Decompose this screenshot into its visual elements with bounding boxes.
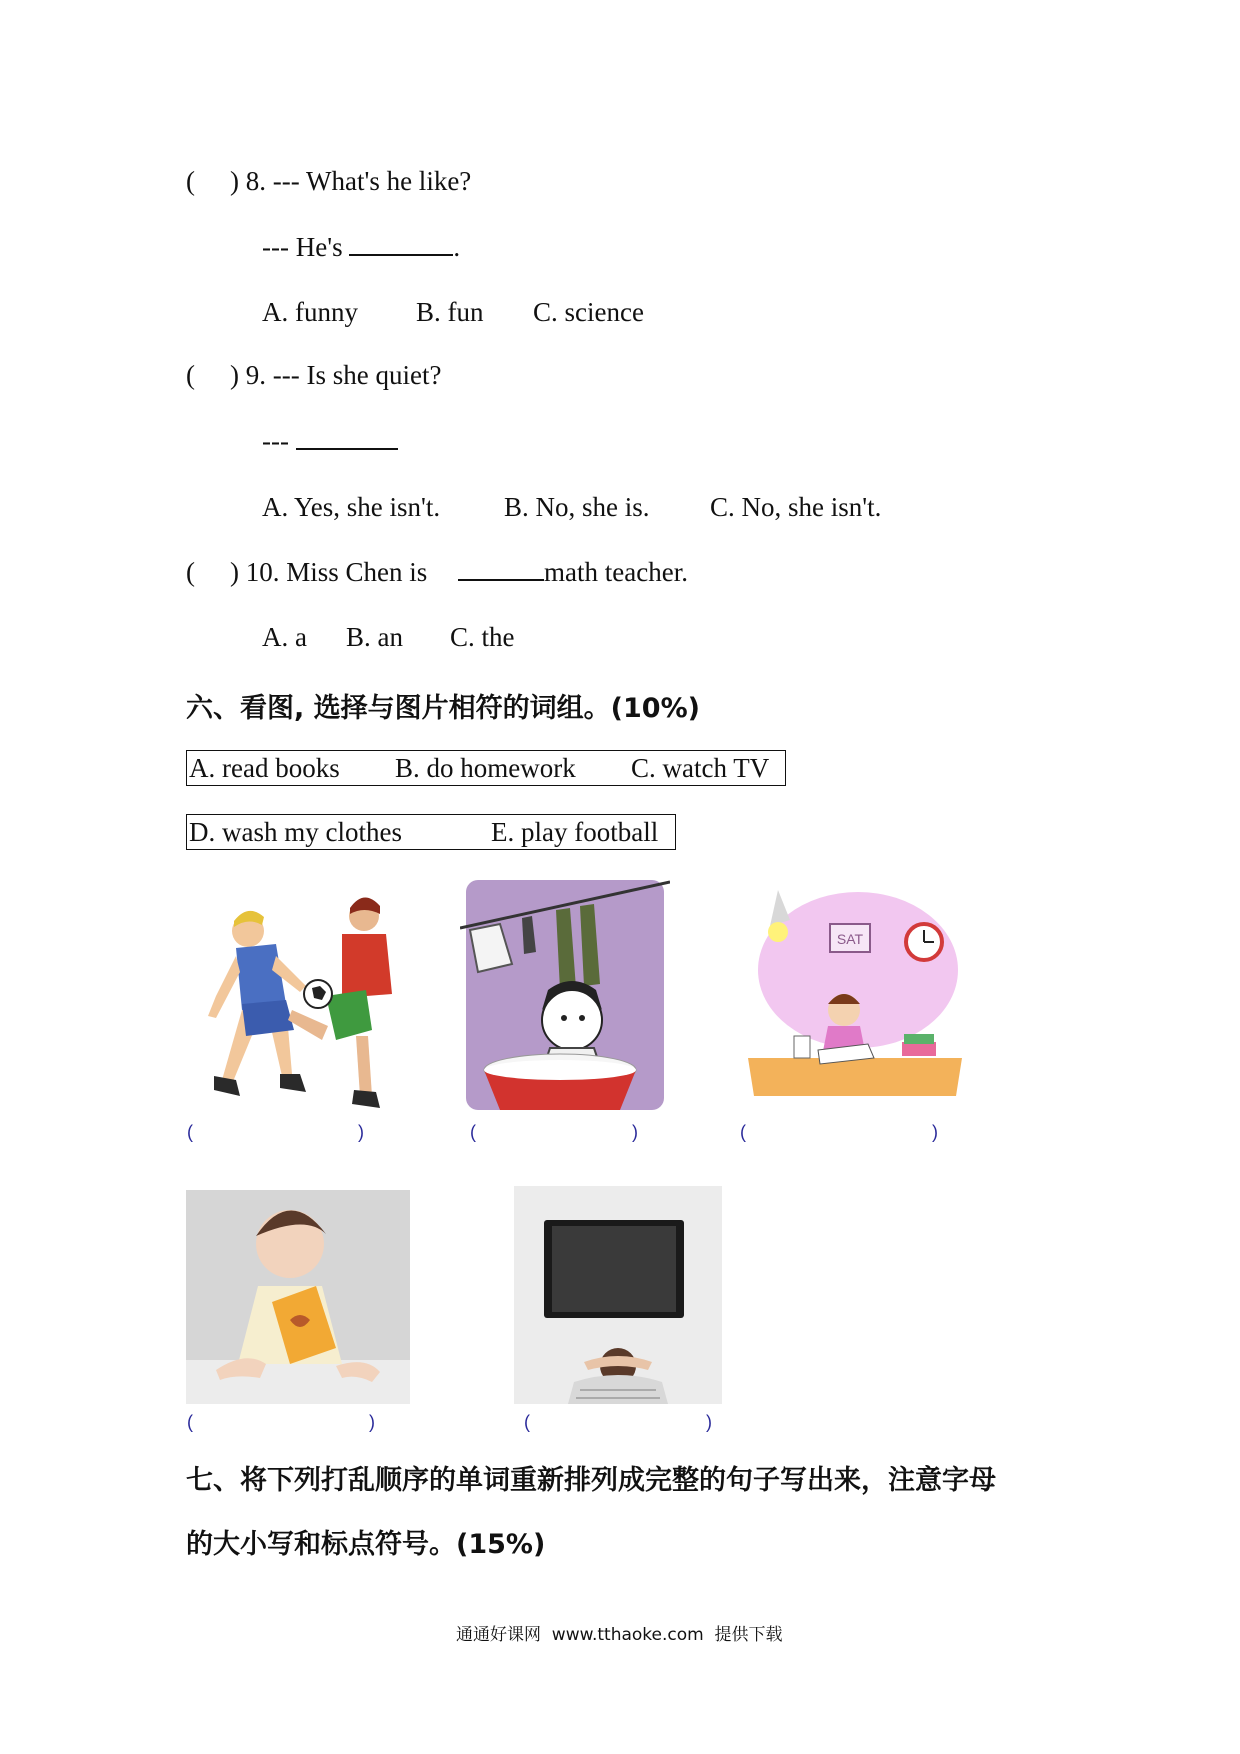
answer-close-2: ) xyxy=(632,1122,638,1142)
question-text: 9. --- Is she quiet? xyxy=(245,360,442,390)
option-b: B. fun xyxy=(416,297,484,327)
answer-open-5: ( xyxy=(524,1412,530,1432)
answer-close-3: ) xyxy=(932,1122,938,1142)
answer-close-5: ) xyxy=(706,1412,712,1432)
phrase-box-1 xyxy=(186,750,786,786)
phrase-a: A. read books xyxy=(189,753,340,783)
question-10-options xyxy=(262,622,515,653)
washing-clothes-picture xyxy=(460,870,670,1120)
sat-sign: SAT xyxy=(836,931,864,947)
answer-open-2: ( xyxy=(470,1122,476,1142)
answer-suffix: . xyxy=(453,232,461,262)
section-7-heading-line-2: 的大小写和标点符号。(15%) xyxy=(186,1529,546,1560)
question-text: 10. Miss Chen is xyxy=(245,557,428,587)
option-c: C. No, she isn't. xyxy=(710,492,882,522)
answer-paren-close: ) xyxy=(230,360,239,390)
page-footer: 通通好课网 www.tthaoke.com 提供下载 xyxy=(456,1625,783,1645)
question-8-line xyxy=(186,166,471,197)
answer-open-1: ( xyxy=(187,1122,193,1142)
homework-picture xyxy=(748,880,962,1120)
answer-close-1: ) xyxy=(358,1122,364,1142)
option-b: B. an xyxy=(346,622,403,652)
question-9-options xyxy=(262,492,881,523)
reading-books-picture xyxy=(186,1190,410,1404)
phrase-e: E. play football xyxy=(491,817,659,847)
after-blank: math teacher. xyxy=(544,557,688,587)
answer-prefix: --- xyxy=(262,426,289,456)
option-c: C. the xyxy=(450,622,515,652)
answer-paren-close: ) xyxy=(230,166,239,196)
answer-prefix: --- He's xyxy=(262,232,343,262)
phrase-box-2 xyxy=(186,814,676,850)
option-a: A. Yes, she isn't. xyxy=(262,492,441,522)
answer-close-4: ) xyxy=(369,1412,375,1432)
answer-blank xyxy=(349,232,453,256)
football-picture xyxy=(196,876,406,1126)
answer-blank xyxy=(458,557,544,581)
question-8-options xyxy=(262,297,644,328)
answer-paren-open: ( xyxy=(186,166,195,196)
phrase-d: D. wash my clothes xyxy=(189,817,402,847)
option-a: A. funny xyxy=(262,297,358,327)
answer-paren-close: ) xyxy=(230,557,239,587)
answer-open-4: ( xyxy=(187,1412,193,1432)
answer-paren-open: ( xyxy=(186,360,195,390)
answer-paren-open: ( xyxy=(186,557,195,587)
answer-blank xyxy=(296,426,398,450)
option-b: B. No, she is. xyxy=(504,492,650,522)
question-9-line xyxy=(186,360,441,391)
question-8-answer xyxy=(262,232,460,263)
section-6-heading: 六、看图, 选择与图片相符的词组。(10%) xyxy=(186,693,700,724)
question-9-answer xyxy=(262,426,398,457)
phrase-c: C. watch TV xyxy=(631,753,770,783)
question-text: 8. --- What's he like? xyxy=(245,166,472,196)
answer-open-3: ( xyxy=(740,1122,746,1142)
option-c: C. science xyxy=(533,297,644,327)
phrase-b: B. do homework xyxy=(395,753,576,783)
watch-tv-picture xyxy=(514,1186,722,1404)
section-7-heading-line-1: 七、将下列打乱顺序的单词重新排列成完整的句子写出来，注意字母 xyxy=(186,1465,996,1496)
option-a: A. a xyxy=(262,622,307,652)
question-10-line xyxy=(186,557,688,588)
